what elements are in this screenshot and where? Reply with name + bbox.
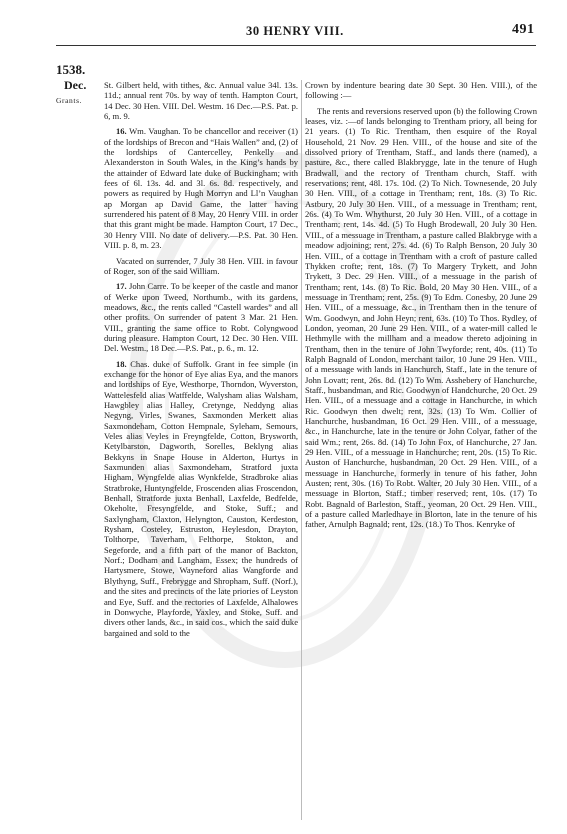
running-title: 30 HENRY VIII.	[246, 24, 344, 38]
entry-16-vacated-note: Vacated on surrender, 7 July 38 Hen. VIII. in favour of Roger, son of the said William.	[104, 255, 298, 276]
page-number: 491	[512, 22, 535, 37]
entry-text: Chas. duke of Suffolk. Grant in fee simple (in exchange for the honor of Eye alias Eya, and the manors and lordships of Eye, Westhorpe, Thorndon, Wyverston, Wattelesfeld alias Watffelde, Walysham alias Walsham, Hawgbley alias Halley, Cretynge, Neddyng alias Negyng, Virles, Swanes, Saxmonden Merkett alias Saxmondeham, Cotton Hempnale, Syleham, Semours, Veles alias Veyles in Freyngfelde, Cotton, Brysworth, Ketylbarston, Dagworth, Sorelles, Beklyng alias Bekkyns in Snape House in Alderton, Hurtys in Saxmunden alias Saxmondeham, Stratford juxta Higham, Wyngfelde alias Wynkfelde, Stradbroke alias Stratbroke, Huntyngfelde, Froscenden alias Froscendon, Benhall, Stratforde juxta Benhall, Laxfelde, Bedfelde, Okeholte, Fresyngfelde, and Stoke, Suff.; and Saxlyngham, Claxton, Helyngton, Causton, Kerdeston, Rysham, Costeley, Estruston, Heylesdon, Drayton, Tolthorpe, Taverham, Felthorpe, Stokton, and Segeforde, and a fifth part of the manor of Backton, Norf.; Dodham and Langham, Essex; the hundreds of Hartysmere, Stowe, Wayneford alias Wangforde and Blythyng, Suff., Frebrygge and Shropham, Suff. (Norf.), and the sites and precincts of the late priories of Leyston and Eye, Suff. and the rectories of Laxfelde, Alhalowes in Donwyche, Playforde, Yaxley, and Stoke, Suff. and divers other lands, &c., in said cos., which the said duke bargained and sold to the	[104, 358, 298, 638]
right-column	[305, 80, 537, 530]
entry-continuation: St. Gilbert held, with tithes, &c. Annual value 34l. 13s. 11d.; annual rent 70s. by way of tenth. Hampton Court, 14 Dec. 30 Hen. VIII. Del. Westm. 16 Dec.—P.S. Pat. p. 6, m. 9.	[104, 80, 298, 122]
column-divider	[301, 80, 302, 820]
entry-number: 17.	[116, 281, 127, 292]
margin-year: 1538.	[56, 62, 86, 77]
left-column	[104, 80, 298, 638]
entry-number: 18.	[116, 358, 127, 369]
entry-17	[104, 281, 298, 353]
entry-number: 16.	[116, 126, 127, 137]
header-rule	[56, 45, 536, 46]
entry-16	[104, 126, 298, 250]
entry-18-continuation: Crown by indenture bearing date 30 Sept. 30 Hen. VIII.), of the following :—	[305, 80, 537, 101]
margin-section-label: Grants.	[56, 96, 83, 105]
entry-18	[104, 359, 298, 638]
margin-month: Dec.	[64, 78, 87, 92]
margin-notes	[56, 62, 108, 107]
leases-paragraph: The rents and reversions reserved upon (b) the following Crown leases, viz. :—of lands belonging to Trentham priory, all being for 21 years. (1) To Ric. Trentham, then esquire of the Royal Household, 21 Nov. 29 Hen. VIII., of the house and site of the dissolved priory of Trentham, Staff., and lands there (named), a pasture, &c., there called Blakbrygge, late in the tenure of Hugh Bradwall, and the rectory of Trentham church, Staff. with reservations; rent, 48l. 17s. 10d. (2) To Nich. Townesende, 20 July 30 Hen. VIII., of a cottage in Trentham; rent, 18s. (3) To Ric. Astbury, 20 July 30 Hen. VIII., of a messuage in Trentham; rent, 26s. (4) To Wm. Whythurst, 20 July 30 Hen. VIII., of a cottage in Trentham; rent, 14s. 4d. (5) To Hugh Brodewall, 20 July 30 Hen. VIII., of a messuage in Trentham, a pasture called Blakbryge with a meadow adjoining; rent, 27s. 4d. (6) To Ralph Benson, 20 July 30 Hen. VIII., of a cottage in Trentham with a croft of pasture called Thykken crofte; rent, 18s. (7) To Margery Trykett, and John Trykett, 3 Dec. 29 Hen. VIII., of a messuage in the parish of Trentham; rent, 14s. (8) To Ric. Bold, 20 May 30 Hen. VIII., of a messuage in Trentham; rent, 25s. (9) To Edm. Conesby, 20 June 29 Hen. VIII., of a messuage, &c., in Trentham then in the tenure of Wm. Goodwyn, and John Heyn; rent, 63s. (10) To Thos. Rydley, of London, yeoman, 20 June 29 Hen. VIII., of a water-mill called le Hethmylle with the millham and a meadow thereto adjoining in Trentham, then in the tenure of John Twyforde; rent, 40s. (11) To Ralph Bagnald of London, merchant tailor, 10 June 29 Hen. VIII., of a messuage with lands in Hanchurch, Staff., late in the tenure of John Lovatt; rent, 26s. 8d. (12) To Wm. Asshebery of Hanchurche, Staff., husbandman, and Ric. Goodwyn of Handchurche, 20 Oct. 29 Hen. VIII., of a messuage and a cottage in Hanchurche, in which Ric. Goodwyn then dwelt; rent, 32s. (13) To Wm. Collier of Hanchurche, husbandman, 16 Oct. 29 Hen. VIII., of a messuage, &c., in Hanchurche, late in the tenure or John Colyar, father of the said Wm.; rent, 26s. 8d. (14) To John Fox, of Hanchurche, 27 Jan. 29 Hen. VIII., of a messuage in Hanchurche; rent, 20s. (15) To Ric. Auston of Hanchurche, husbandman, 20 Oct. 29 Hen. VIII., of a messuage in Hanchurche, formerly in tenure of his father, John Austen; rent, 30s. (16) To Robt. Walter, 20 July 30 Hen. VIII., of a messuage in Blorton, Staff.; timber reserved; rent, 10s. (17) To Robt. Bagnald of Barleston, Staff., yeoman, 20 Oct. 29 Hen. VIII., of a pasture called Marledhaye in Blorton, late in the tenure of his father, Arnulph Bagnald; rent, 12s. (18.) To Thos. Kenryke of	[305, 105, 537, 530]
entry-text: John Carre. To be keeper of the castle and manor of Werke upon Tweed, Northumb., with its gardens, meadows, &c., the rents called “Castell wardes” and all other profits. On surrender of patent 3 Mar. 21 Hen. VIII., granting the same office to Robt. Colyngwood during pleasure. Hampton Court, 12 Dec. 30 Hen. VIII. Del. Westm., 18 Dec.—P.S. Pat., p. 6., m. 12.	[104, 281, 298, 354]
entry-text: Wm. Vaughan. To be chancellor and receiver (1) of the lordships of Brecon and “Hais Wallen” and, (2) of the lordships of Cantercelley, Penkelly and Alexanderston in South Wales, in the King’s hands by the attainder of Edward late duke of Buckingham; with fees of 6l. 13s. 4d. and 3l. 6s. 8d. respectively, and powers as required by Hugh Morryn and Ll’n Vaughan ap Morgan ap David Game, the latter having surrendered his patent of 8 May, 20 Henry VIII. in order that this grant might be made. Hampton Court, 17 Dec., 30 Henry VIII. No date of delivery.—P.S. Pat. 30 Hen. VIII. p. 8, m. 23.	[104, 126, 299, 251]
